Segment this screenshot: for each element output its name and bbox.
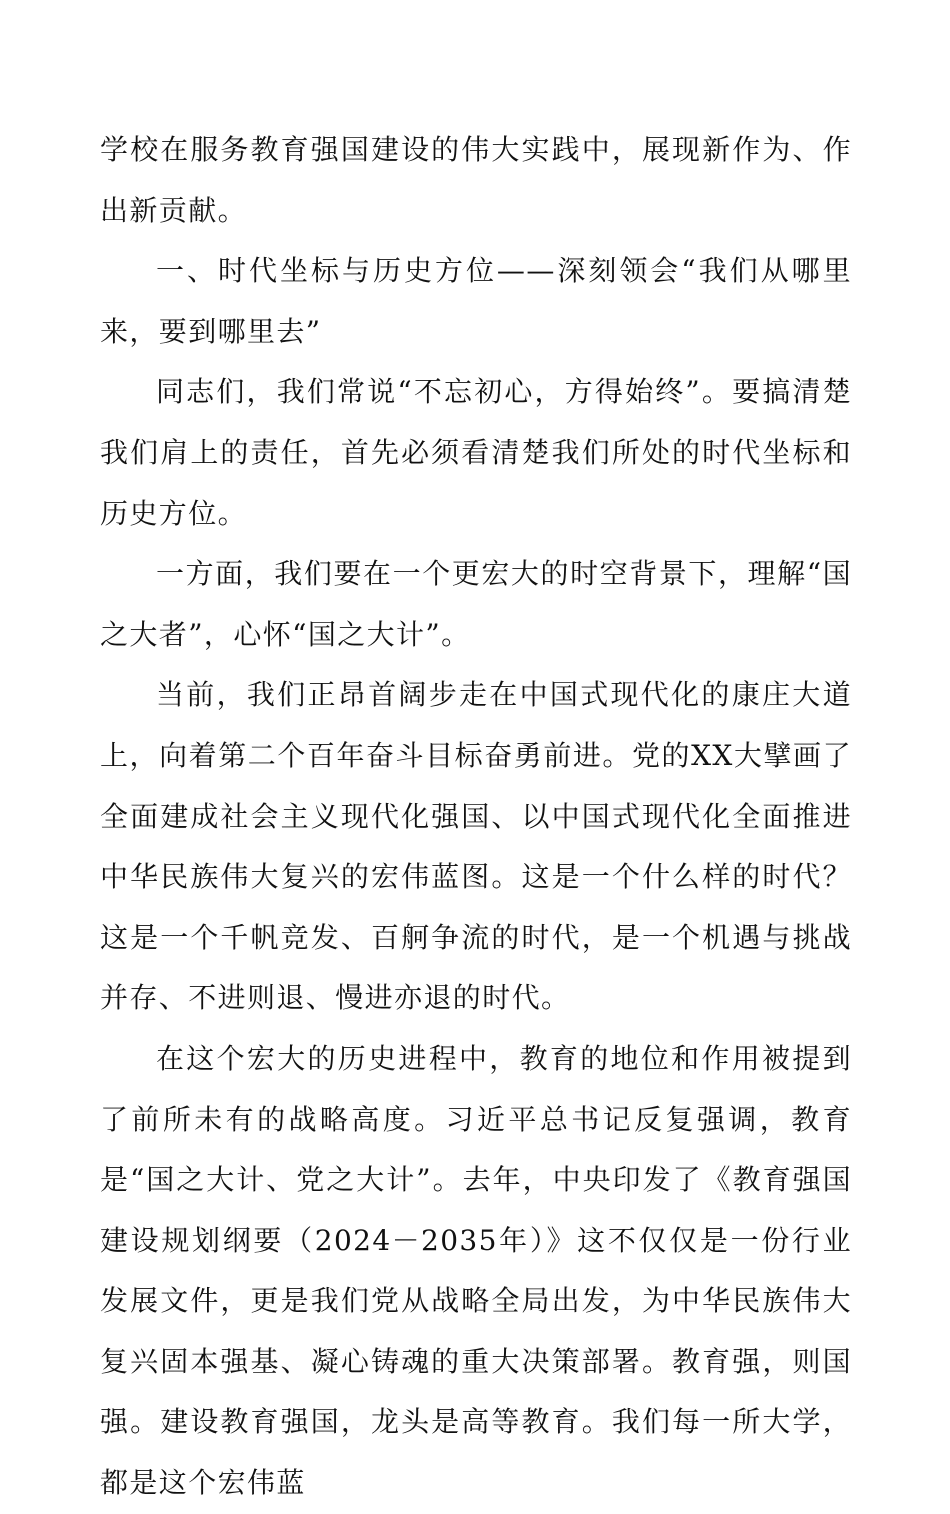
paragraph: 当前，我们正昂首阔步走在中国式现代化的康庄大道上，向着第二个百年奋斗目标奋勇前进。党的XX大擘画了全面建成社会主义现代化强国、以中国式现代化全面推进中华民族伟大复兴的宏伟蓝图。这是一个什么样的时代？这是一个千帆竞发、百舸争流的时代，是一个机遇与挑战并存、不进则退、慢进亦退的时代。 [100,678,852,1015]
paragraph: 同志们，我们常说“不忘初心，方得始终”。要搞清楚我们肩上的责任，首先必须看清楚我们所处的时代坐标和历史方位。 [100,375,852,530]
paragraph: 在这个宏大的历史进程中，教育的地位和作用被提到了前所未有的战略高度。习近平总书记反复强调，教育是“国之大计、党之大计”。去年，中央印发了《教育强国建设规划纲要（2024－2035年）》这不仅仅是一份行业发展文件，更是我们党从战略全局出发，为中华民族伟大复兴固本强基、凝心铸魂的重大决策部署。教育强，则国强。建设教育强国，龙头是高等教育。我们每一所大学，都是这个宏伟蓝 [100,1041,852,1500]
paragraph: 一方面，我们要在一个更宏大的时空背景下，理解“国之大者”，心怀“国之大计”。 [100,557,852,651]
document-body [100,120,852,1514]
paragraph-continuation: 学校在服务教育强国建设的伟大实践中，展现新作为、作出新贡献。 [100,133,852,227]
section-heading: 一、时代坐标与历史方位——深刻领会“我们从哪里来，要到哪里去” [100,254,852,348]
